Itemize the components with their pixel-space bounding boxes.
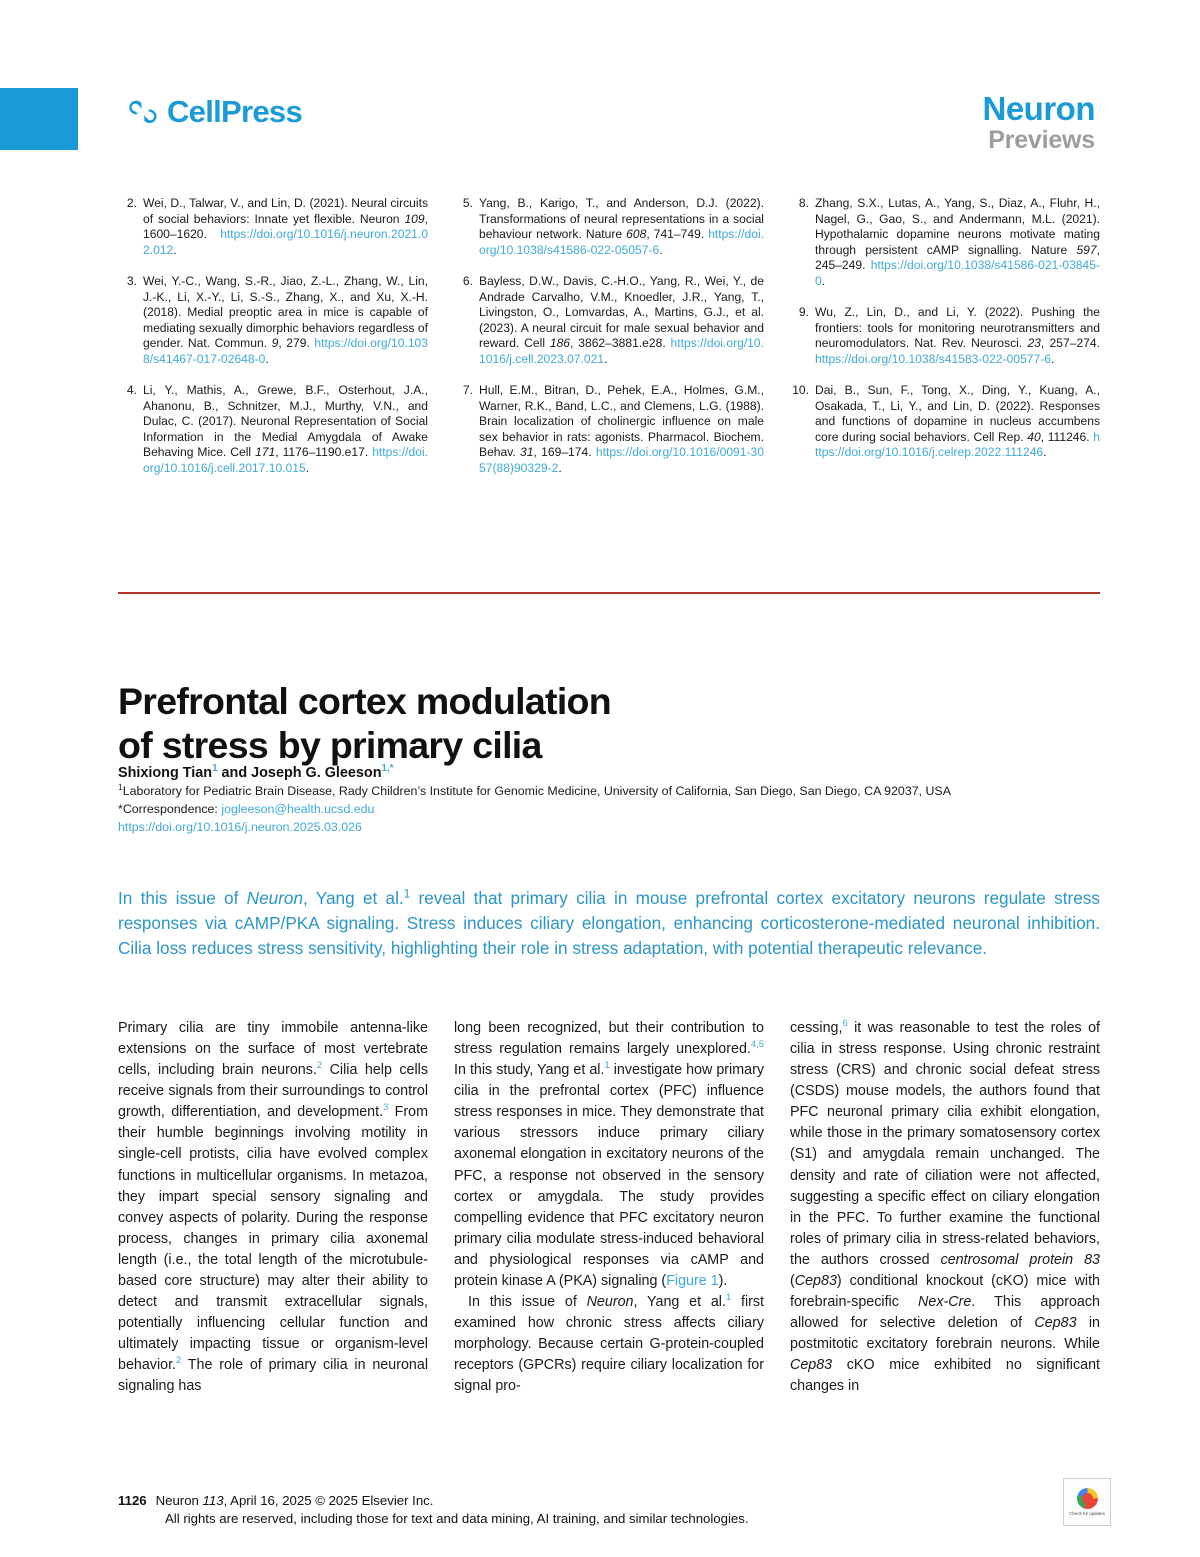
masthead	[0, 0, 1200, 170]
gene-name-italic: Cep83	[1034, 1315, 1077, 1332]
references-column-2	[454, 196, 764, 493]
reference-item	[454, 274, 764, 367]
reference-item	[118, 196, 428, 258]
reference-item	[118, 274, 428, 367]
paragraph: cessing,$^6$ it was reasonable to test the roles of cilia in stress response. Using chronic restraint stress (CRS) and chronic social defeat stress (CSDS) mouse models, the authors found that PFC neuronal primary cilia exhibit elongation, while those in the primary somatosensory cortex (S1) and amygdala remain unchanged. The density and rate of ciliation were not affected, suggesting a specific effect on ciliary elongation in the PFC. To further examine the functional roles of primary cilia in stress-related behaviors, the authors crossed centrosomal protein 83 (Cep83) conditional knockout (cKO) mice with forebrain-specific Nex-Cre. This approach allowed for selective deletion of Cep83 in postmitotic excitatory forebrain neurons. While Cep83 cKO mice exhibited no significant changes in	[790, 1017, 1101, 1395]
gene-name-italic: Cep83	[794, 1272, 837, 1289]
reference-number: 2.	[126, 196, 137, 210]
article-title	[118, 680, 898, 768]
article-doi	[118, 819, 1098, 837]
article-doi-link[interactable]: https://doi.org/10.1016/j.neuron.2025.03.026	[118, 819, 362, 834]
author-1-affiliation-marker: 1	[212, 763, 218, 775]
reference-number: 9.	[798, 305, 809, 320]
article-title-line-2: of stress by primary cilia	[118, 724, 542, 766]
reference-item	[118, 383, 428, 476]
reference-doi-link[interactable]: https://doi.org/10.1016/j.celrep.2022.111246	[815, 429, 1101, 460]
section-divider	[118, 592, 1100, 594]
reference-doi-link[interactable]: https://doi.org/10.1038/s41467-017-02648-0	[143, 336, 429, 366]
citation-marker[interactable]: 2	[316, 1059, 323, 1071]
reference-doi-link[interactable]: https://doi.org/10.1016/0091-3057(88)90329-2	[479, 445, 764, 475]
reference-item	[790, 383, 1100, 461]
reference-number: 5.	[462, 196, 473, 210]
footer-citation	[118, 1492, 1018, 1510]
citation-marker[interactable]: 2	[176, 1354, 182, 1366]
reference-item	[454, 196, 764, 258]
reference-doi-link[interactable]: https://doi.org/10.1016/j.cell.2017.10.015	[143, 445, 428, 475]
reference-text: Zhang, S.X., Lutas, A., Yang, S., Diaz, A., Fluhr, H., Nagel, G., Gao, S., and Andermann, M.L. (2021). Hypothalamic dopamine neurons motivate mating through persistent cAMP signalling. Nature 597, 245–249. https://doi.org/10.1038/s41586-021-03845-0.	[815, 196, 1100, 288]
reference-number: 10.	[792, 383, 809, 398]
reference-doi-link[interactable]: https://doi.org/10.1038/s41586-021-03845-0	[815, 258, 1100, 288]
reference-number: 4.	[126, 383, 137, 398]
author-conjunction: and	[217, 765, 252, 781]
journal-title: Neuron	[982, 90, 1095, 127]
correspondence-email-link[interactable]: jogleeson@health.ucsd.edu	[221, 802, 375, 817]
paragraph: Primary cilia are tiny immobile antenna-like extensions on the surface of most vertebrate cells, including brain neurons.$^2$ Cilia help cells receive signals from their surroundings to control growth, differentiation, and development.$^3$ From their humble beginnings involving motility in single-cell protists, cilia have evolved complex functions in multicellular organisms. In metazoa, they impart special sensory signaling and convey aspects of polarity. During the response process, changes in primary cilia axonemal length (i.e., the total length of the microtubule-based core structure) may alter their ability to detect and transmit extracellular signals, potentially influencing cellular function and ultimately impacting tissue or organism-level behavior.$^2$ The role of primary cilia in neuronal signaling has	[118, 1020, 428, 1395]
author-block	[118, 763, 1098, 837]
cellpress-mark-icon	[128, 99, 158, 125]
footer-rights: All rights are reserved, including those for text and data mining, AI training, and similar technologies.	[165, 1510, 749, 1526]
reference-text: Bayless, D.W., Davis, C.-H.O., Yang, R., Wei, Y., de Andrade Carvalho, V.M., Knoedler, J.R., Yang, T., Livingston, O., Lomvardas, A., Martins, G.J., et al. (2023). A neural circuit for male sexual behavior and reward. Cell 186, 3862–3881.e28. https://doi.org/10.1016/j.cell.2023.07.021.	[479, 274, 764, 366]
summary-journal-name: Neuron	[246, 888, 304, 908]
crossmark-icon	[1077, 1488, 1098, 1509]
citation-marker[interactable]: 3	[383, 1101, 389, 1113]
citation-marker[interactable]: 1	[604, 1059, 610, 1071]
journal-name-italic: Neuron	[586, 1294, 634, 1311]
body-text	[118, 1018, 1100, 1397]
gene-name-italic: centrosomal protein 83	[940, 1251, 1101, 1268]
reference-number: 7.	[462, 383, 473, 398]
reference-doi-link[interactable]: https://doi.org/10.1016/j.neuron.2021.02.012	[143, 227, 428, 257]
affiliation	[118, 783, 1098, 801]
reference-text: Hull, E.M., Bitran, D., Pehek, E.A., Holmes, G.M., Warner, R.K., Band, L.C., and Clemens, L.G. (1988). Brain localization of cholinergic influence on male sex behavior in rats: agonists. Pharmacol. Biochem. Behav. 31, 169–174. https://doi.org/10.1016/0091-3057(88)90329-2.	[479, 383, 764, 475]
paragraph: long been recognized, but their contribution to stress regulation remains largely unexplored.$^{4,5}$ In this study, Yang et al.$^1$ investigate how primary cilia in the prefrontal cortex (PFC) influence stress responses in mice. They demonstrate that various stressors induce primary ciliary axonemal elongation in excitatory neurons of the PFC, a response not observed in the sensory cortex or amygdala. The study provides compelling evidence that PFC excitatory neuron primary cilia modulate stress-induced behavioral and physiological responses via cAMP and protein kinase A (PKA) signaling (Figure 1).	[454, 1020, 764, 1289]
reference-number: 8.	[798, 196, 809, 210]
journal-masthead	[983, 92, 1096, 154]
body-column-3	[790, 1018, 1100, 1397]
reference-text: Wu, Z., Lin, D., and Li, Y. (2022). Pushing the frontiers: tools for monitoring neurotransmitters and neuromodulators. Nat. Rev. Neurosci. 23, 257–274. https://doi.org/10.1038/s41583-022-00577-6.	[815, 305, 1100, 366]
author-names	[118, 763, 1098, 783]
reference-text: Dai, B., Sun, F., Tong, X., Ding, Y., Kuang, A., Osakada, T., Li, Y., and Lin, D. (2022). Responses and functions of dopamine in nucleus accumbens core during social behaviors. Cell Rep. 40, 111246. https://doi.org/10.1016/j.celrep.2022.111246.	[815, 383, 1101, 460]
footer-journal: Neuron	[155, 1493, 203, 1508]
affiliation-marker: 1	[118, 782, 123, 793]
footer-volume: 113	[202, 1493, 224, 1508]
author-name-1: Shixiong Tian	[118, 765, 213, 781]
crossmark-label: Check for updates	[1069, 1510, 1105, 1516]
citation-marker[interactable]: 4,5	[750, 1038, 764, 1050]
reference-doi-link[interactable]: https://doi.org/10.1038/s41586-022-05057-6	[479, 227, 765, 257]
citation-marker[interactable]: 1	[725, 1291, 732, 1303]
author-2-affiliation-marker: 1,*	[381, 763, 394, 775]
preview-summary: In this issue of Neuron, Yang et al.$^1$ reveal that primary cilia in mouse prefrontal cortex excitatory neurons regulate stress responses via cAMP/PKA signaling. Stress induces ciliary elongation, enhancing corticosterone-mediated neuronal inhibition. Cilia loss reduces stress sensitivity, highlighting their role in stress adaptation, with potential therapeutic relevance.	[118, 887, 1100, 959]
reference-text: Li, Y., Mathis, A., Grewe, B.F., Osterhout, J.A., Ahanonu, B., Schnitzer, M.J., Murthy, V.N., and Dulac, C. (2017). Neuronal Representation of Social Information in the Medial Amygdala of Awake Behaving Mice. Cell 171, 1176–1190.e17. https://doi.org/10.1016/j.cell.2017.10.015.	[143, 383, 428, 475]
summary-reference-marker: 1	[403, 887, 411, 901]
reference-item	[790, 305, 1100, 367]
gene-name-italic: Nex-Cre	[918, 1294, 972, 1311]
gene-name-italic: Cep83	[790, 1357, 833, 1374]
body-column-1	[118, 1018, 428, 1397]
reference-text: Wei, Y.-C., Wang, S.-R., Jiao, Z.-L., Zhang, W., Lin, J.-K., Li, X.-Y., Li, S.-S., Zhang, X., and Xu, X.-H. (2018). Medial preoptic area in mice is capable of mediating sexually dimorphic behaviors regardless of gender. Nat. Commun. 9, 279. https://doi.org/10.1038/s41467-017-02648-0.	[143, 274, 429, 366]
reference-number: 3.	[126, 274, 137, 289]
reference-item	[790, 196, 1100, 289]
affiliation-text: Laboratory for Pediatric Brain Disease, Rady Children’s Institute for Genomic Medicine, University of California, San Diego, San Diego, CA 92037, USA	[122, 784, 951, 799]
figure-1-link[interactable]: Figure 1	[666, 1272, 719, 1289]
references-column-1	[118, 196, 428, 493]
page-number: 1126	[118, 1493, 147, 1508]
crossmark-badge[interactable]	[1063, 1478, 1111, 1526]
reference-item	[454, 383, 764, 476]
cellpress-wordmark: CellPress	[167, 94, 303, 129]
reference-text: Yang, B., Karigo, T., and Anderson, D.J. (2022). Transformations of neural representations in a social behaviour network. Nature 608, 741–749. https://doi.org/10.1038/s41586-022-05057-6.	[479, 196, 765, 257]
correspondence	[118, 801, 1098, 819]
journal-section-label: Previews	[988, 125, 1095, 154]
references-column-3	[790, 196, 1100, 493]
references-list	[118, 196, 1100, 493]
reference-text: Wei, D., Talwar, V., and Lin, D. (2021). Neural circuits of social behaviors: Innate yet flexible. Neuron 109, 1600–1620. https://doi.org/10.1016/j.neuron.2021.02.012.	[143, 196, 428, 257]
footer-issue-info: , April 16, 2025 © 2025 Elsevier Inc.	[223, 1493, 434, 1508]
reference-doi-link[interactable]: https://doi.org/10.1038/s41583-022-00577-6	[815, 351, 1052, 366]
reference-number: 6.	[462, 274, 473, 289]
page-footer	[118, 1492, 1018, 1528]
citation-marker[interactable]: 6	[842, 1017, 848, 1029]
correspondence-label: *Correspondence:	[118, 802, 222, 817]
body-column-2	[454, 1018, 764, 1397]
blue-edge-tab	[0, 88, 78, 150]
article-title-line-1: Prefrontal cortex modulation	[118, 680, 611, 723]
paragraph: In this issue of Neuron, Yang et al.$^1$ first examined how chronic stress affects ciliary morphology. Because certain G-protein-coupled receptors (GPCRs) require ciliary localization for signal pro-	[454, 1291, 765, 1395]
reference-doi-link[interactable]: https://doi.org/10.1016/j.cell.2023.07.021	[479, 336, 764, 366]
author-name-2: Joseph G. Gleeson	[251, 765, 382, 781]
cellpress-logo[interactable]	[128, 96, 302, 127]
